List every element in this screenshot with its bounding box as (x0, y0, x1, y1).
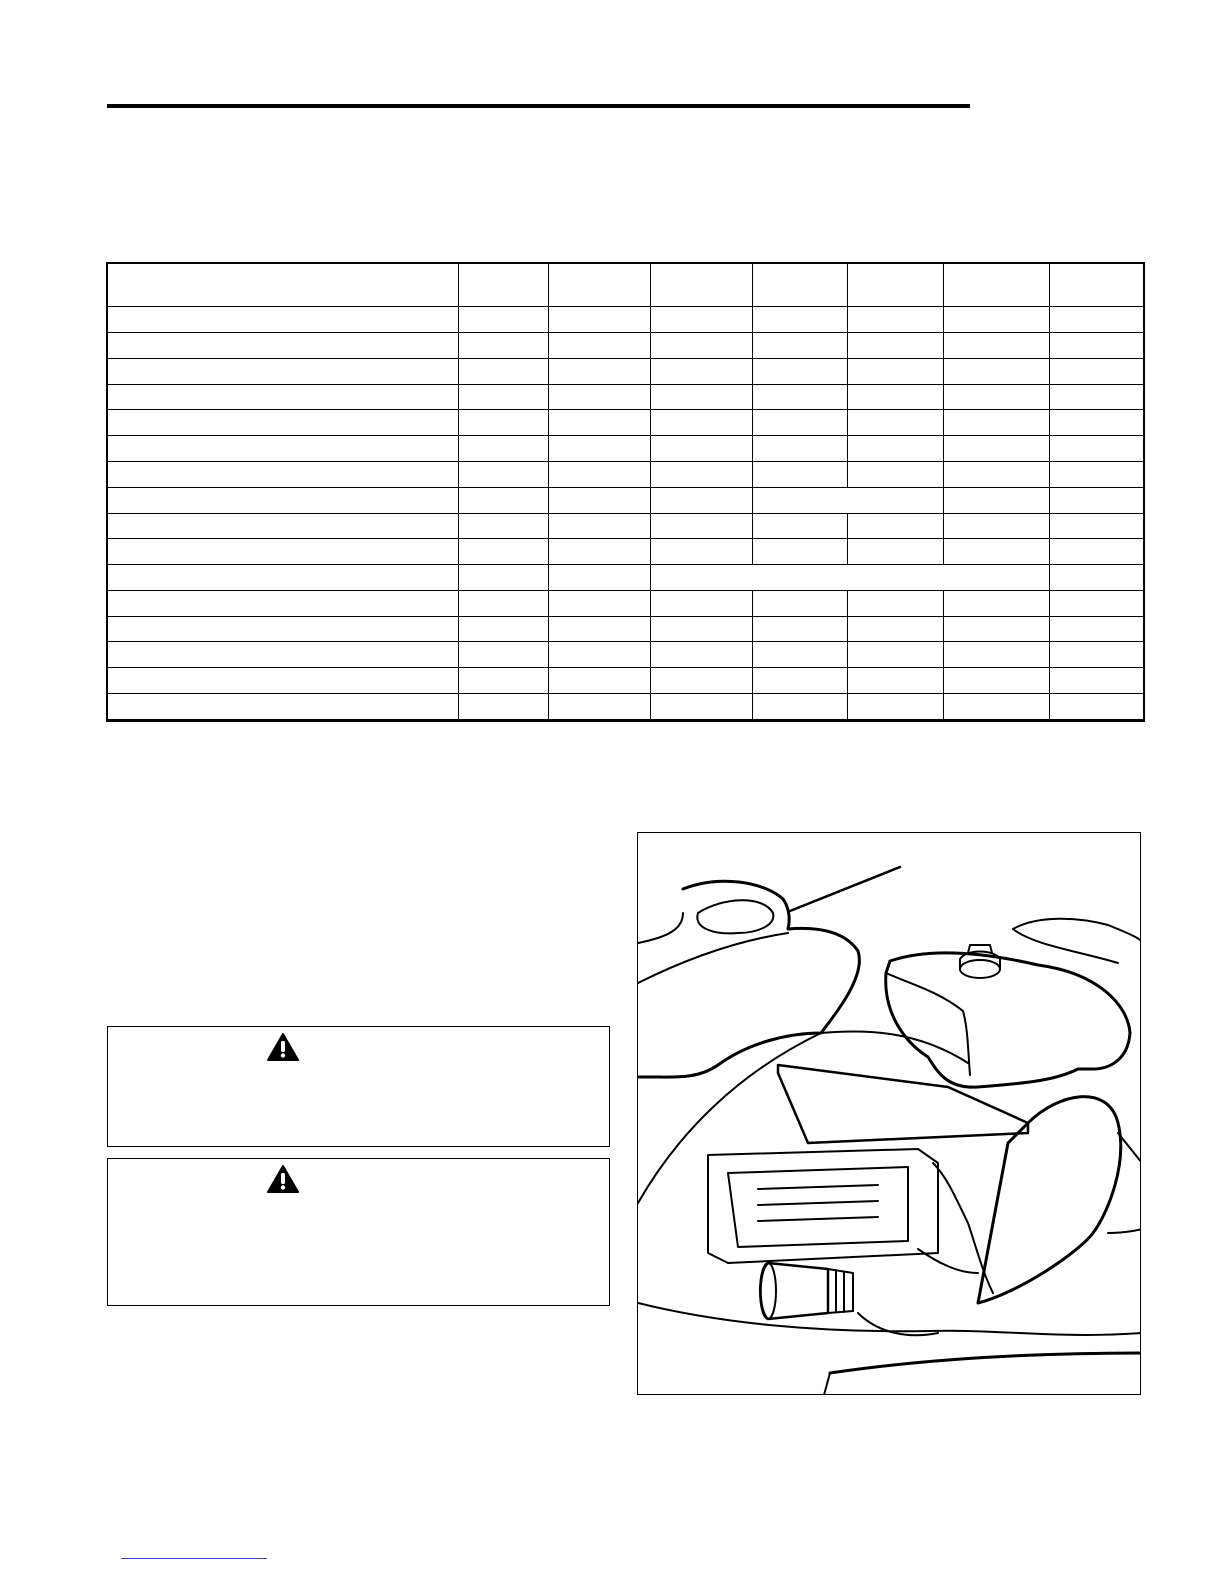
table-cell (107, 333, 459, 359)
table-cell (753, 358, 848, 384)
table-cell (549, 694, 651, 721)
table-cell (459, 694, 549, 721)
table-cell (651, 436, 753, 462)
table-cell (549, 333, 651, 359)
table-row (107, 694, 1144, 721)
side-shroud (978, 1097, 1121, 1303)
table-row (107, 590, 1144, 616)
table-cell-merged (753, 487, 944, 513)
table-cell (651, 333, 753, 359)
table-cell (753, 513, 848, 539)
table-cell (549, 384, 651, 410)
oil-filter (761, 1263, 829, 1319)
table-cell (459, 590, 549, 616)
table-cell (944, 384, 1050, 410)
table-cell (459, 513, 549, 539)
table-cell (651, 539, 753, 565)
table-cell (848, 513, 944, 539)
table-cell (459, 333, 549, 359)
table-cell (651, 384, 753, 410)
table-cell (1050, 358, 1145, 384)
table-cell (549, 410, 651, 436)
table-cell (753, 616, 848, 642)
table-cell (944, 513, 1050, 539)
table-cell (753, 436, 848, 462)
table-cell (459, 565, 549, 591)
table-cell (107, 565, 459, 591)
table-row (107, 307, 1144, 333)
table-cell (753, 668, 848, 694)
table-cell (848, 668, 944, 694)
table-cell (651, 694, 753, 721)
table-cell (848, 263, 944, 307)
table-row (107, 616, 1144, 642)
table-cell (944, 668, 1050, 694)
table-cell (549, 462, 651, 488)
table-cell (107, 307, 459, 333)
table-row (107, 668, 1144, 694)
table-cell (459, 487, 549, 513)
table-cell (848, 358, 944, 384)
table-cell (459, 462, 549, 488)
table-row (107, 462, 1144, 488)
table-cell (944, 307, 1050, 333)
table-cell (459, 384, 549, 410)
table-cell (651, 616, 753, 642)
table-cell (848, 590, 944, 616)
table-cell (651, 668, 753, 694)
table-cell (651, 590, 753, 616)
table-cell (753, 539, 848, 565)
table-cell (1050, 668, 1145, 694)
table-cell (944, 410, 1050, 436)
table-cell (944, 263, 1050, 307)
table-cell-merged (651, 565, 1050, 591)
table-cell (459, 616, 549, 642)
table-cell (848, 694, 944, 721)
table-cell (459, 358, 549, 384)
table-cell (753, 642, 848, 668)
table-cell (651, 642, 753, 668)
table-cell (848, 642, 944, 668)
table-cell (753, 333, 848, 359)
table-cell (1050, 307, 1145, 333)
table-cell (549, 539, 651, 565)
warning-box (107, 1026, 610, 1147)
table-row (107, 513, 1144, 539)
table-cell (107, 436, 459, 462)
seat-handle (697, 900, 773, 933)
table-cell (549, 513, 651, 539)
table-cell (549, 436, 651, 462)
table-row (107, 358, 1144, 384)
table-cell (107, 358, 459, 384)
table-cell (848, 462, 944, 488)
table-cell (848, 436, 944, 462)
warning-triangle-icon (266, 1032, 300, 1062)
callout-leader-line (790, 867, 900, 911)
fuel-cap (960, 960, 1000, 978)
table-cell (459, 436, 549, 462)
seat-outline (638, 881, 859, 1077)
table-cell (1050, 436, 1145, 462)
table-cell (848, 333, 944, 359)
table-row (107, 642, 1144, 668)
table-cell (1050, 590, 1145, 616)
table-cell (753, 307, 848, 333)
table-cell (651, 263, 753, 307)
engine-cover (778, 1065, 1028, 1143)
table-cell (549, 263, 651, 307)
table-cell (549, 307, 651, 333)
table-cell (1050, 333, 1145, 359)
table-cell (848, 384, 944, 410)
table-cell (944, 462, 1050, 488)
table-cell (549, 565, 651, 591)
table-cell (1050, 694, 1145, 721)
table-cell (107, 590, 459, 616)
table-cell (459, 410, 549, 436)
table-cell (753, 263, 848, 307)
table-cell (944, 333, 1050, 359)
table-cell (848, 410, 944, 436)
table-cell (459, 668, 549, 694)
table-cell (549, 616, 651, 642)
table-cell (107, 539, 459, 565)
table-cell (107, 616, 459, 642)
table-cell (944, 642, 1050, 668)
table-row (107, 565, 1144, 591)
table-cell (1050, 462, 1145, 488)
warning-box (107, 1158, 610, 1306)
table-cell (549, 358, 651, 384)
table-cell (459, 539, 549, 565)
table-cell (459, 642, 549, 668)
specification-table (106, 262, 1145, 722)
table-cell (944, 358, 1050, 384)
table-cell (651, 307, 753, 333)
table-cell (549, 590, 651, 616)
table-cell (549, 668, 651, 694)
table-cell (107, 642, 459, 668)
table-cell (107, 384, 459, 410)
table-cell (107, 410, 459, 436)
table-cell (549, 642, 651, 668)
footer-link-underline[interactable] (121, 1558, 267, 1559)
table-cell (753, 410, 848, 436)
table-cell (1050, 410, 1145, 436)
table-cell (944, 436, 1050, 462)
table-cell (753, 590, 848, 616)
table-row (107, 384, 1144, 410)
table-cell (944, 487, 1050, 513)
table-cell (1050, 384, 1145, 410)
table-row (107, 487, 1144, 513)
table-cell (753, 462, 848, 488)
table-cell (944, 616, 1050, 642)
engine-illustration (637, 832, 1141, 1395)
header-rule (107, 104, 970, 108)
table-cell (459, 307, 549, 333)
table-cell (651, 513, 753, 539)
table-cell (549, 487, 651, 513)
table-cell (753, 384, 848, 410)
table-cell (944, 590, 1050, 616)
table-cell (107, 487, 459, 513)
table-cell (1050, 642, 1145, 668)
table-cell (459, 263, 549, 307)
table-cell (753, 694, 848, 721)
table-cell (651, 358, 753, 384)
fuel-tank (886, 953, 1130, 1087)
table-cell (1050, 616, 1145, 642)
table-cell (651, 487, 753, 513)
table-cell (107, 513, 459, 539)
table-row (107, 436, 1144, 462)
table-header-row (107, 263, 1144, 307)
table-cell (944, 694, 1050, 721)
table-cell (848, 539, 944, 565)
table-cell (1050, 539, 1145, 565)
table-cell (107, 694, 459, 721)
table-cell (651, 410, 753, 436)
table-cell (107, 263, 459, 307)
table-row (107, 539, 1144, 565)
table-cell (848, 616, 944, 642)
table-cell (107, 462, 459, 488)
table-cell (107, 668, 459, 694)
table-row (107, 333, 1144, 359)
table-cell (1050, 263, 1145, 307)
table-cell (651, 462, 753, 488)
table-cell (848, 307, 944, 333)
table-cell (1050, 565, 1145, 591)
table-cell (944, 539, 1050, 565)
table-cell (1050, 513, 1145, 539)
warning-triangle-icon (266, 1164, 300, 1194)
table-row (107, 410, 1144, 436)
